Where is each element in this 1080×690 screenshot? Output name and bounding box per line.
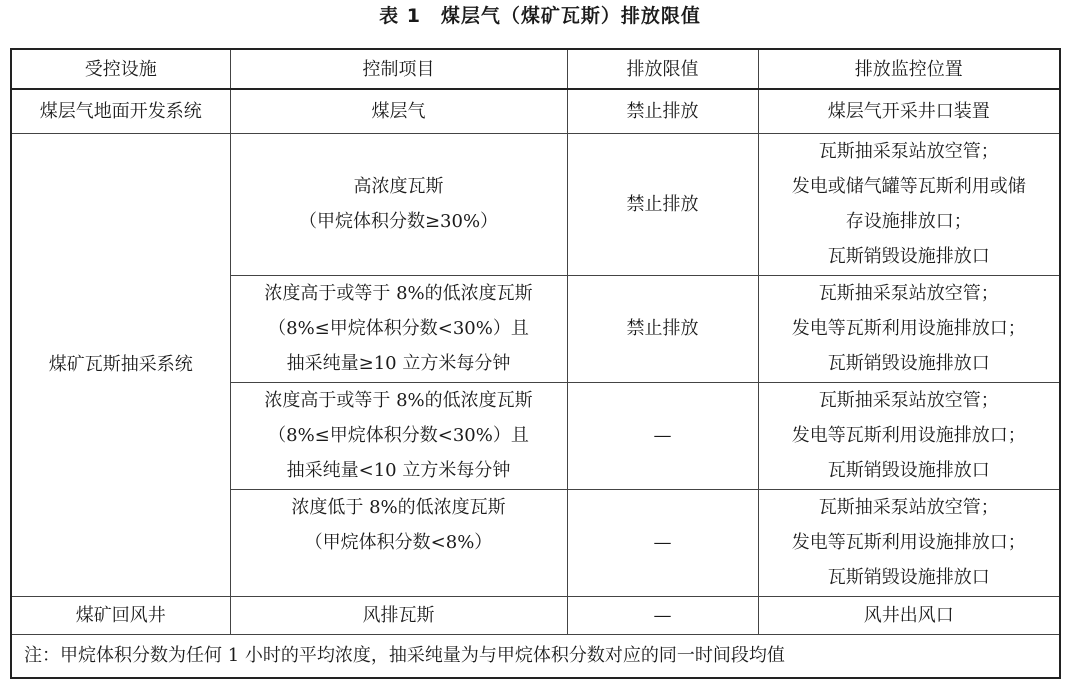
location-line: 瓦斯抽采泵站放空管；: [818, 497, 999, 518]
location-line: 瓦斯抽采泵站放空管；: [818, 141, 999, 162]
table-row: [11, 89, 1060, 133]
item-line: 浓度高于或等于 8%的低浓度瓦斯: [264, 283, 533, 304]
location-line: 发电或储气罐等瓦斯利用或储: [791, 176, 1026, 197]
location-line: 发电等瓦斯利用设施排放口；: [791, 532, 1026, 553]
item-cell: [230, 489, 567, 596]
item-line: 浓度低于 8%的低浓度瓦斯: [291, 496, 506, 518]
location-line: 瓦斯抽采泵站放空管；: [818, 283, 999, 304]
facility-cell: 煤层气地面开发系统: [11, 89, 230, 133]
location-cell: [758, 596, 1060, 634]
item-cell: [230, 596, 567, 634]
item-line: 高浓度瓦斯: [353, 176, 444, 197]
facility-cell: 煤矿瓦斯抽采系统: [11, 133, 230, 596]
item-line: （8%≤甲烷体积分数<30%）且: [268, 318, 529, 339]
location-cell: [758, 275, 1060, 382]
location-line: 瓦斯销毁设施排放口: [827, 246, 990, 267]
emission-limits-table: [10, 48, 1061, 679]
location-line: 瓦斯抽采泵站放空管；: [818, 390, 999, 411]
header-facility: 受控设施: [11, 49, 230, 89]
location-line: 风井出风口: [863, 604, 954, 626]
note-row: [11, 634, 1060, 678]
facility-cell: 煤矿回风井: [11, 596, 230, 634]
item-line: 抽采纯量<10 立方米每分钟: [286, 460, 511, 481]
limit-cell: —: [567, 489, 758, 596]
limit-cell: 禁止排放: [567, 89, 758, 133]
table-row: [11, 596, 1060, 634]
header-limit: 排放限值: [567, 49, 758, 89]
location-line: 发电等瓦斯利用设施排放口；: [791, 318, 1026, 339]
location-line: 发电等瓦斯利用设施排放口；: [791, 425, 1026, 446]
limit-cell: —: [567, 596, 758, 634]
header-row: [11, 49, 1060, 89]
item-cell: [230, 275, 567, 382]
item-cell: [230, 133, 567, 275]
item-line: 抽采纯量≥10 立方米每分钟: [286, 353, 511, 374]
location-line: 存设施排放口；: [845, 211, 972, 232]
limit-cell: 禁止排放: [567, 133, 758, 275]
location-cell: [758, 489, 1060, 596]
table-title: 表 1 煤层气（煤矿瓦斯）排放限值: [379, 5, 701, 27]
item-line: （8%≤甲烷体积分数<30%）且: [268, 425, 529, 446]
item-line: 煤层气: [371, 100, 426, 122]
item-cell: [230, 382, 567, 489]
location-line: 瓦斯销毁设施排放口: [827, 567, 990, 588]
location-cell: [758, 133, 1060, 275]
location-cell: [758, 382, 1060, 489]
table-note: 注：甲烷体积分数为任何 1 小时的平均浓度，抽采纯量为与甲烷体积分数对应的同一时间段均值: [11, 634, 1060, 678]
item-line: （甲烷体积分数<8%）: [304, 531, 493, 553]
table-row: [11, 133, 1060, 275]
limit-cell: 禁止排放: [567, 275, 758, 382]
header-control-item: 控制项目: [230, 49, 567, 89]
header-monitor-location: 排放监控位置: [758, 49, 1060, 89]
limit-cell: —: [567, 382, 758, 489]
item-cell: [230, 89, 567, 133]
location-cell: [758, 89, 1060, 133]
location-line: 煤层气开采井口装置: [827, 100, 990, 122]
item-line: 风排瓦斯: [362, 604, 435, 626]
location-line: 瓦斯销毁设施排放口: [827, 460, 990, 481]
location-line: 瓦斯销毁设施排放口: [827, 353, 990, 374]
item-line: （甲烷体积分数≥30%）: [298, 211, 499, 232]
item-line: 浓度高于或等于 8%的低浓度瓦斯: [264, 390, 533, 411]
